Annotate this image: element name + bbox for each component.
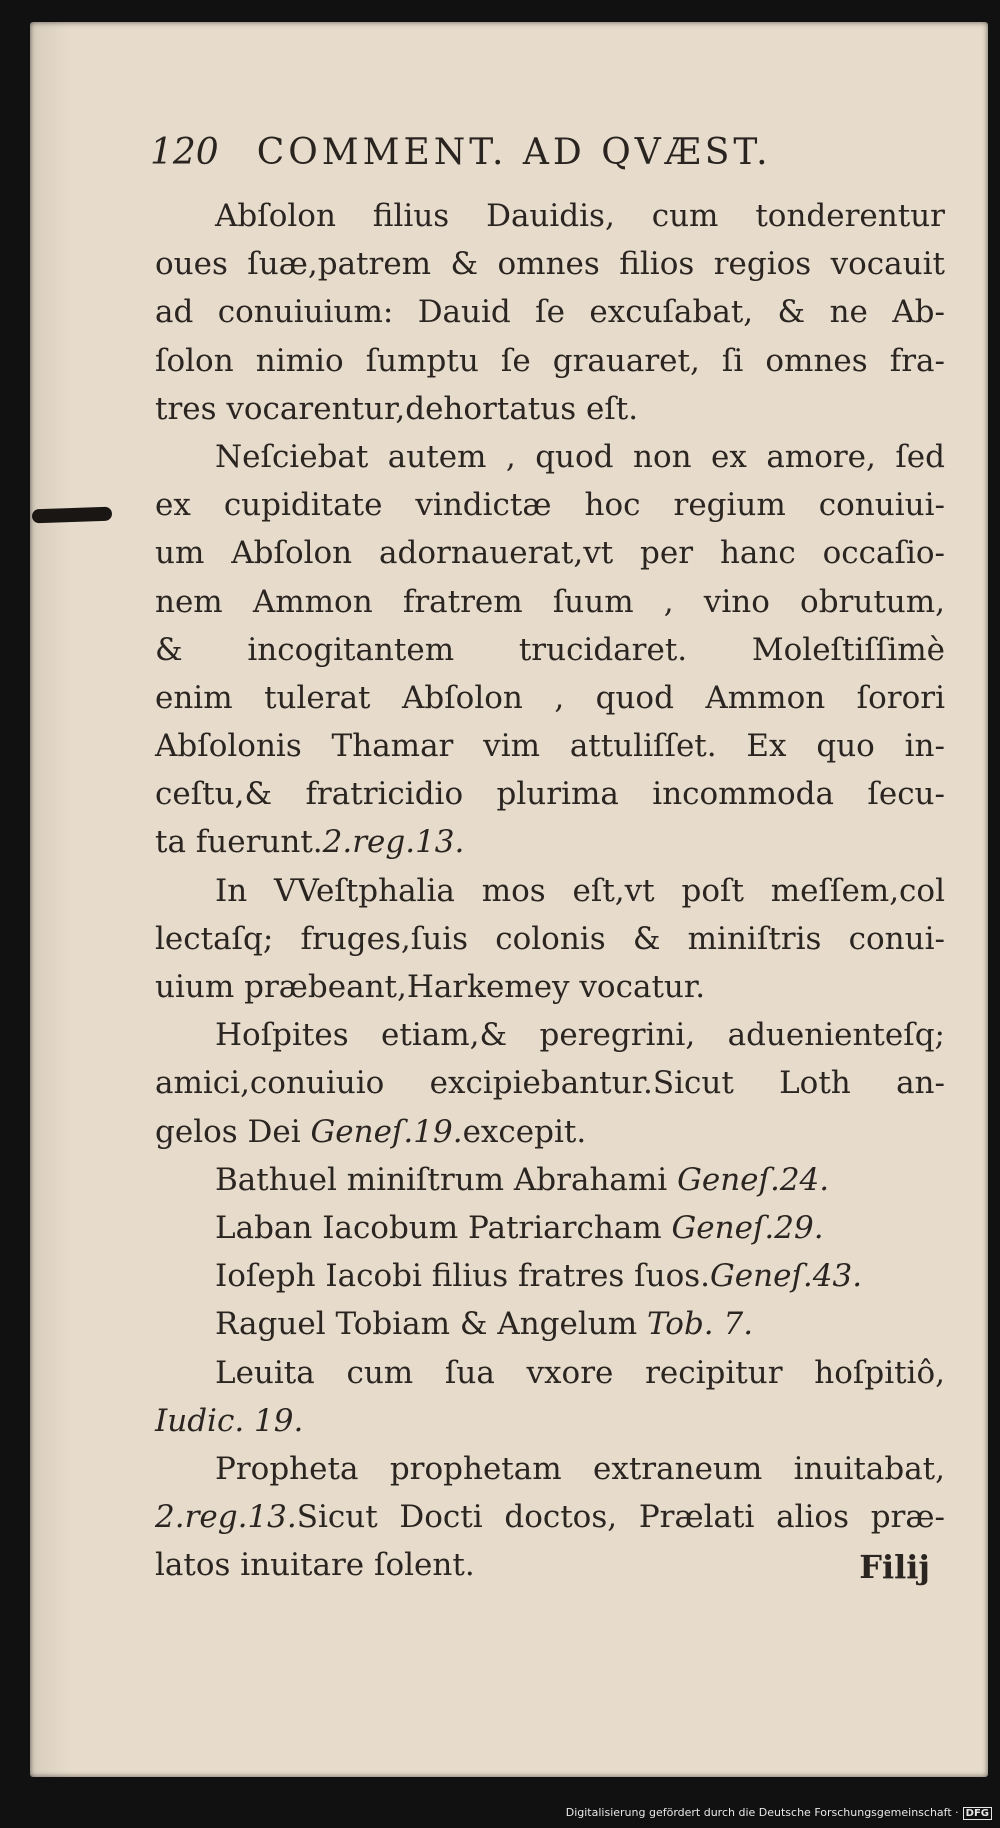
citation-line: [155, 1204, 945, 1252]
scripture-reference: Geneſ.19.: [310, 1113, 463, 1150]
text-line: Propheta prophetam extraneum inuitabat,: [215, 1450, 945, 1487]
scripture-reference: Geneſ.29.: [671, 1209, 824, 1246]
text-line: lectaſq; fruges,ſuis colonis & miniſtris conui-: [155, 920, 945, 957]
digitization-credit: [566, 1806, 992, 1820]
text-line: & incogitantem trucidaret. Moleſtiſſimè: [155, 631, 945, 668]
running-header: [150, 132, 940, 173]
line-text: gelos Dei: [155, 1113, 301, 1150]
dfg-logo: DFG: [963, 1807, 992, 1820]
text-line: ad conuiuium: Dauid ſe excuſabat, & ne Ab-: [155, 294, 945, 331]
text-line: latos inuitare ſolent.: [155, 1547, 475, 1584]
page-number: 120: [150, 132, 219, 173]
text-line: amici,conuiuio excipiebantur.Sicut Loth an-: [155, 1065, 945, 1102]
text-line: ſolon nimio ſumptu ſe grauaret, ſi omnes fra-: [155, 342, 945, 379]
text-line: oues ſuæ,patrem & omnes filios regios vocauit: [155, 246, 945, 283]
page-text: [155, 192, 945, 1589]
text-line: tres vocarentur,dehortatus eſt.: [155, 390, 639, 427]
citation-text: Laban Iacobum Patriarcham: [215, 1209, 662, 1246]
catchword: Filij: [859, 1548, 930, 1586]
text-line: Hoſpites etiam,& peregrini, aduenienteſq;: [215, 1017, 945, 1054]
text-line: ceſtu,& fratricidio plurima incommoda ſecu-: [155, 776, 945, 813]
line-text: Sicut Docti doctos, Prælati alios præ-: [296, 1499, 945, 1536]
text-line: Abſolon filius Dauidis, cum tonderentur: [215, 198, 945, 234]
citation-line: [155, 1156, 945, 1204]
text-line: [155, 1493, 945, 1541]
citation-line: Leuita cum ſua vxore recipitur hoſpitiô,: [215, 1354, 945, 1391]
citation-text: Bathuel miniſtrum Abrahami: [215, 1161, 668, 1198]
citation-text: Ioſeph Iacobi filius fratres ſuos.: [215, 1258, 711, 1295]
text-line: Neſciebat autem , quod non ex amore, ſed: [215, 438, 945, 475]
credit-text: Digitalisierung gefördert durch die Deutsche Forschungsgemeinschaft ·: [565, 1806, 959, 1819]
citation-line: [155, 1300, 945, 1348]
text-line: uium præbeant,Harkemey vocatur.: [155, 969, 706, 1005]
scripture-reference: Geneſ.24.: [677, 1161, 830, 1198]
ink-mark: [32, 507, 112, 524]
line-text: excepit.: [462, 1113, 587, 1150]
text-line: enim tulerat Abſolon , quod Ammon ſorori: [155, 679, 945, 716]
scripture-reference: 2.reg.13.: [155, 1499, 297, 1536]
text-line: nem Ammon fratrem ſuum , vino obrutum,: [155, 583, 945, 620]
scripture-reference: Geneſ.43.: [710, 1258, 863, 1295]
running-title: COMMENT. AD QVÆST.: [256, 132, 772, 173]
line-text: ta fuerunt.: [155, 824, 323, 861]
scripture-reference: 2.reg.13.: [322, 824, 465, 861]
citation-line: [155, 1252, 945, 1300]
scripture-reference: Iudic. 19.: [155, 1402, 304, 1439]
text-line: Abſolonis Thamar vim attuliſſet. Ex quo in-: [155, 728, 945, 765]
text-line: [155, 1108, 945, 1156]
text-line: ex cupiditate vindictæ hoc regium conuiui-: [155, 487, 945, 524]
text-line: [155, 818, 945, 866]
scripture-reference: Tob. 7.: [647, 1306, 754, 1343]
text-line: In VVeſtphalia mos eſt,vt poſt meſſem,col: [215, 872, 945, 909]
text-line: um Abſolon adornauerat,vt per hanc occaſio-: [155, 535, 945, 572]
citation-text: Raguel Tobiam & Angelum: [215, 1306, 638, 1343]
